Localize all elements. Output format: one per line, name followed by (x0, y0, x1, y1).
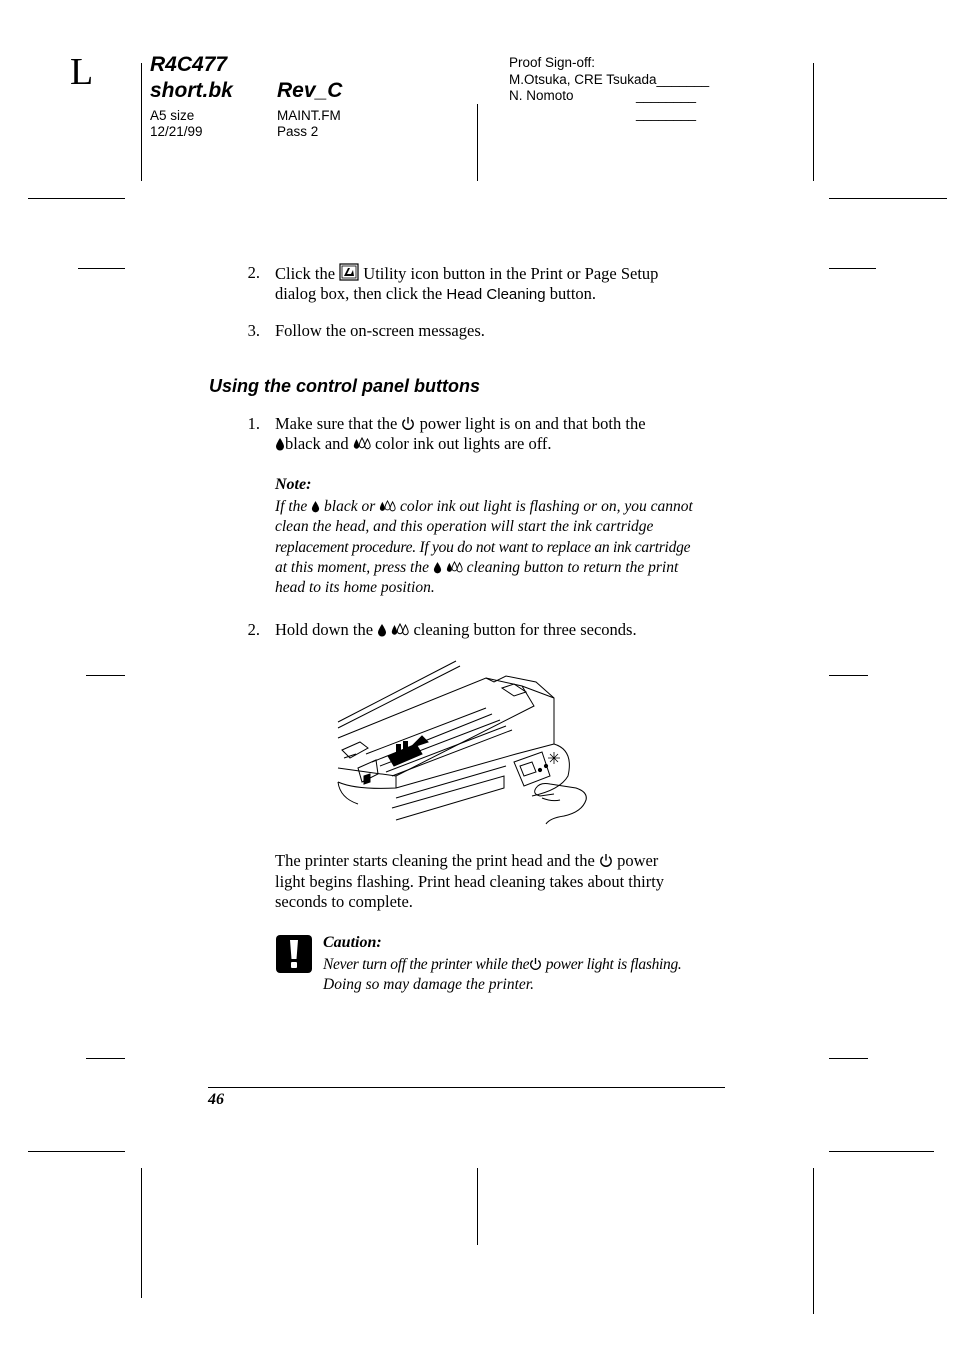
page-number: 46 (208, 1091, 224, 1108)
crop-mark-top-right-h (829, 198, 947, 199)
proof-title: Proof Sign-off: (509, 55, 596, 70)
black-ink-drop-icon (377, 622, 387, 643)
step-3-text: Follow the on-screen messages. (275, 321, 485, 340)
crop-mark-bottom-right-h (829, 1151, 934, 1152)
step-number: 3. (247, 321, 260, 340)
header-file: MAINT.FM (277, 108, 341, 123)
note-line-2: clean the head, and this operation will start the ink cartridge (275, 518, 654, 535)
margin-mark-right-3 (829, 1058, 868, 1059)
panel-step-1-line-2: black and color ink out lights are off. (275, 434, 552, 457)
color-ink-drops-icon (391, 622, 409, 643)
caution-label: Caution: (323, 934, 382, 951)
black-ink-drop-icon (275, 436, 285, 457)
step-2-line-2: dialog box, then click the Head Cleaning button. (275, 284, 597, 303)
crop-mark-top-center-v (477, 104, 478, 181)
note-label: Note: (275, 476, 312, 493)
footer-rule (208, 1087, 725, 1088)
margin-mark-left-1 (78, 268, 125, 269)
after-figure-line-1: The printer starts cleaning the print head and the power (275, 851, 658, 874)
note-line-5: head to its home position. (275, 579, 435, 596)
color-ink-drops-icon (446, 560, 463, 580)
header-date: 12/21/99 (150, 124, 203, 139)
header-model: R4C477 (150, 53, 228, 76)
crop-mark-top-left-v (141, 63, 142, 181)
panel-step-1-line-1: Make sure that the power light is on and that both the (275, 414, 646, 437)
proof-blank-2: ________ (636, 106, 697, 121)
head-cleaning-button-label: Head Cleaning (446, 286, 546, 303)
caution-line-2: Doing so may damage the printer. (323, 976, 534, 993)
header-pass: Pass 2 (277, 124, 319, 139)
margin-mark-right-2 (829, 675, 868, 676)
step-number: 2. (247, 620, 260, 639)
note-line-3: replacement procedure. If you do not want to replace an ink cartridge (275, 539, 691, 556)
caution-exclamation-icon (275, 934, 313, 974)
crop-mark-top-right-v (813, 63, 814, 181)
utility-icon (339, 263, 359, 287)
crop-mark-bottom-right-v (813, 1168, 814, 1314)
section-heading: Using the control panel buttons (209, 376, 480, 396)
crop-mark-bottom-left-h (28, 1151, 125, 1152)
caution-line-1: Never turn off the printer while the power light is flashing. (323, 955, 682, 977)
proof-line-1: M.Otsuka, CRE Tsukada_______ (509, 72, 710, 87)
crop-mark-bottom-left-v (141, 1168, 142, 1298)
note-line-1: If the black or color ink out light is flashing or on, you cannot (275, 497, 693, 519)
header-size: A5 size (150, 108, 195, 123)
printer-cleaning-button-illustration (336, 658, 588, 826)
color-ink-drops-icon (353, 436, 371, 457)
proof-line-2: N. Nomoto (509, 88, 574, 103)
panel-step-2-text: Hold down the cleaning button for three seconds. (275, 620, 637, 643)
header-book: short.bk (150, 79, 233, 102)
crop-mark-top-left-h (28, 198, 125, 199)
proof-blank-1: ________ (636, 88, 697, 103)
step-number: 1. (247, 414, 260, 433)
step-number: 2. (247, 263, 260, 282)
note-line-4: at this moment, press the cleaning button to return the print (275, 558, 678, 580)
crop-mark-bottom-center-v (477, 1168, 478, 1245)
step-2-line-1: Click the Utility icon button in the Print or Page Setup (275, 263, 658, 287)
power-icon (599, 853, 613, 874)
margin-mark-right-1 (829, 268, 876, 269)
margin-mark-left-3 (86, 1058, 125, 1059)
after-figure-line-2: light begins flashing. Print head cleaning takes about thirty (275, 872, 665, 891)
after-figure-line-3: seconds to complete. (275, 892, 413, 911)
margin-mark-left-2 (86, 675, 125, 676)
corner-letter: L (70, 51, 94, 93)
header-revision: Rev_C (277, 79, 343, 102)
